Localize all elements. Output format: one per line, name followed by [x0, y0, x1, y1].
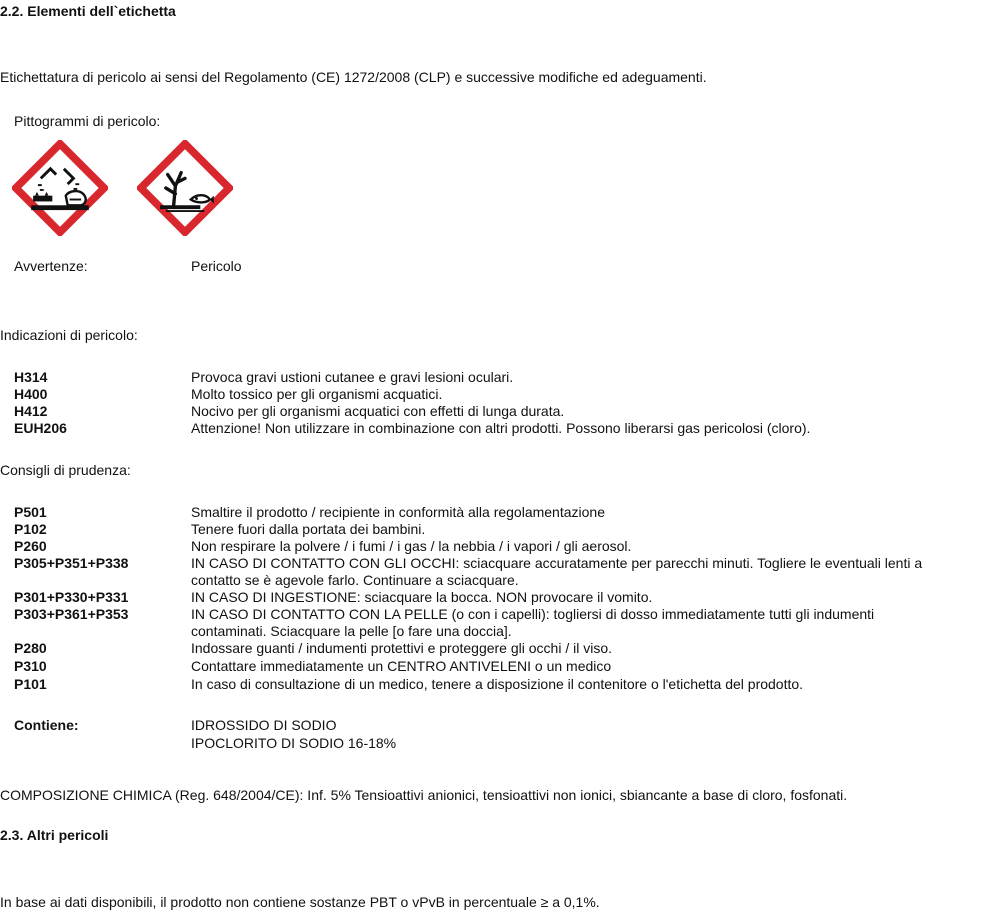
precaution-text: Smaltire il prodotto / recipiente in conformità alla regolamentazione [191, 504, 605, 520]
contains-substance: IPOCLORITO DI SODIO 16-18% [191, 735, 397, 751]
hazard-text: Provoca gravi ustioni cutanee e gravi lesioni oculari. [191, 369, 514, 385]
hazard-text: Molto tossico per gli organismi acquatici. [191, 386, 443, 402]
precaution-text: IN CASO DI CONTATTO CON LA PELLE (o con i capelli): togliersi di dosso immediatamente tutti gli indumenti [191, 606, 875, 622]
hazard-statements-label: Indicazioni di pericolo: [0, 327, 138, 343]
hazard-text: Nocivo per gli organismi acquatici con effetti di lunga durata. [191, 403, 565, 419]
contains-label: Contiene: [14, 717, 79, 733]
precaution-text: IN CASO DI INGESTIONE: sciacquare la bocca. NON provocare il vomito. [191, 589, 653, 605]
precaution-text: IN CASO DI CONTATTO CON GLI OCCHI: sciacquare accuratamente per parecchi minuti. Togliere le eventuali lenti a [191, 555, 923, 571]
signal-word-label: Avvertenze: [14, 258, 88, 274]
hazard-code: H412 [14, 403, 48, 419]
precaution-code: P305+P351+P338 [14, 555, 129, 571]
precaution-code: P303+P361+P353 [14, 606, 129, 622]
precaution-code: P501 [14, 504, 47, 520]
signal-word: Pericolo [191, 258, 242, 274]
precautionary-statements-label: Consigli di prudenza: [0, 462, 131, 478]
hazard-code: H314 [14, 369, 48, 385]
chemical-composition: COMPOSIZIONE CHIMICA (Reg. 648/2004/CE): Inf. 5% Tensioattivi anionici, tensioattivi non ionici, sbiancante a base di cloro, fosfonati. [0, 787, 848, 803]
precaution-code: P102 [14, 521, 47, 537]
other-hazards-text: In base ai dati disponibili, il prodotto non contiene sostanze PBT o vPvB in percentuale ≥ a 0,1%. [0, 894, 600, 910]
precaution-code: P260 [14, 538, 47, 554]
precaution-text: Tenere fuori dalla portata dei bambini. [191, 521, 426, 537]
precaution-text-continued: contaminati. Sciacquare la pelle [o fare una doccia]. [191, 623, 512, 639]
precaution-text: Indossare guanti / indumenti protettivi e proteggere gli occhi / il viso. [191, 640, 613, 656]
precaution-code: P280 [14, 640, 47, 656]
section-heading-2-3: 2.3. Altri pericoli [0, 827, 109, 843]
precaution-text: In caso di consultazione di un medico, tenere a disposizione il contenitore o l'etichetta del prodotto. [191, 676, 804, 692]
precaution-code: P301+P330+P331 [14, 589, 129, 605]
environment-pictogram-icon [137, 140, 233, 236]
pictograms-label: Pittogrammi di pericolo: [14, 113, 161, 129]
precaution-text-continued: contatto se è agevole farlo. Continuare a sciacquare. [191, 572, 519, 588]
hazard-code: EUH206 [14, 420, 67, 436]
labelling-intro: Etichettatura di pericolo ai sensi del Regolamento (CE) 1272/2008 (CLP) e successive modifiche ed adeguamenti. [0, 69, 707, 85]
hazard-text: Attenzione! Non utilizzare in combinazione con altri prodotti. Possono liberarsi gas pericolosi (cloro). [191, 420, 811, 436]
section-heading-2-2: 2.2. Elementi dell`etichetta [0, 3, 176, 19]
corrosion-pictogram-icon [12, 140, 108, 236]
contains-substance: IDROSSIDO DI SODIO [191, 717, 337, 733]
precaution-text: Non respirare la polvere / i fumi / i gas / la nebbia / i vapori / gli aerosol. [191, 538, 632, 554]
precaution-text: Contattare immediatamente un CENTRO ANTIVELENI o un medico [191, 658, 612, 674]
precaution-code: P101 [14, 676, 47, 692]
precaution-code: P310 [14, 658, 47, 674]
hazard-code: H400 [14, 386, 48, 402]
